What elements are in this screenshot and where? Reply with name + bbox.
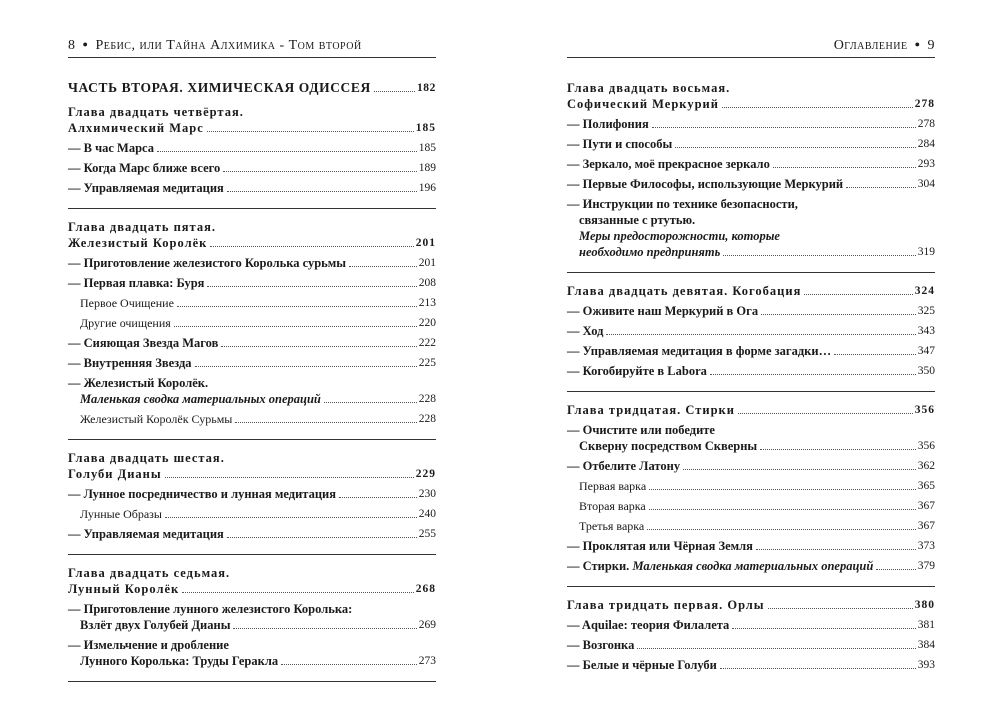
toc-entry-multiline[interactable]: — Инструкции по технике безопасности, связанные с ртутью. Меры предосторожности, которые необходимо предпринять 319 [567,197,935,259]
toc-entry[interactable]: — Сияющая Звезда Магов 222 [68,336,436,350]
toc-entry[interactable]: — В час Марса 185 [68,141,436,155]
right-page [567,34,935,673]
toc-entry-multiline[interactable]: — Измельчение и дробление Лунного Королька: Труды Геракла 273 [68,638,436,668]
toc-subentry[interactable]: Вторая варка 367 [579,499,935,513]
toc-entry[interactable]: — Первая плавка: Буря 208 [68,276,436,290]
toc-subentry[interactable]: Первое Очищение 213 [80,296,436,310]
section-title: Оглавление [833,38,908,53]
divider [567,272,935,273]
toc-entry[interactable]: — Отбелите Латону 362 [567,459,935,473]
toc-subentry[interactable]: Железистый Королёк Сурьмы 228 [80,412,436,426]
chapter-heading: Глава двадцать четвёртая. [68,105,244,119]
chapter-title-row[interactable]: Глава тридцать первая. Орлы 380 [567,598,935,612]
chapter-28 [567,80,935,260]
toc-entry[interactable]: — Белые и чёрные Голуби 393 [567,658,935,672]
toc-entry[interactable]: — Ход 343 [567,324,935,338]
chapter-26 [68,450,436,542]
chapter-29 [567,283,935,379]
divider [68,554,436,555]
chapter-31 [567,597,935,673]
chapter-30 [567,402,935,574]
toc-subentry[interactable]: Первая варка 365 [579,479,935,493]
toc-entry-multiline[interactable]: — Железистый Королёк. Маленькая сводка материальных операций 228 [68,376,436,406]
toc-entry[interactable]: — Внутренняя Звезда 225 [68,356,436,370]
chapter-heading: Глава двадцать восьмая. [567,81,731,95]
toc-entry[interactable]: — Когда Марс ближе всего 189 [68,161,436,175]
chapter-title-row[interactable]: Лунный Королёк 268 [68,582,436,596]
toc-entry[interactable]: — Лунное посредничество и лунная медитация 230 [68,487,436,501]
toc-subentry[interactable]: Третья варка 367 [579,519,935,533]
chapter-24 [68,104,436,196]
toc-entry[interactable]: — Управляемая медитация в форме загадки… 347 [567,344,935,358]
toc-subentry[interactable]: Лунные Образы 240 [80,507,436,521]
toc-entry[interactable]: — Первые Философы, использующие Меркурий 304 [567,177,935,191]
divider [68,439,436,440]
part-heading[interactable]: ЧАСТЬ ВТОРАЯ. ХИМИЧЕСКАЯ ОДИССЕЯ 182 [68,80,436,95]
toc-entry[interactable]: — Управляемая медитация 196 [68,181,436,195]
toc-entry-multiline[interactable]: — Приготовление лунного железистого Королька: Взлёт двух Голубей Дианы 269 [68,602,436,632]
chapter-title-row[interactable]: Голуби Дианы 229 [68,467,436,481]
toc-entry[interactable]: — Стирки. Маленькая сводка материальных операций 379 [567,559,935,573]
toc-subentry[interactable]: Другие очищения 220 [80,316,436,330]
running-head-left: 8 ● Ребис, или Тайна Алхимика - Том второй [68,34,436,58]
page-number: 8 [68,38,76,53]
divider [567,391,935,392]
chapter-heading: Глава двадцать шестая. [68,451,225,465]
chapter-27 [68,565,436,669]
running-head-right: Оглавление ● 9 [567,34,935,58]
chapter-heading: Глава двадцать седьмая. [68,566,231,580]
toc-entry[interactable]: — Полифония 278 [567,117,935,131]
chapter-title-row[interactable]: Софический Меркурий 278 [567,97,935,111]
toc-entry[interactable]: — Оживите наш Меркурий в Ога 325 [567,304,935,318]
toc-entry[interactable]: — Когобируйте в Labora 350 [567,364,935,378]
toc-entry[interactable]: — Пути и способы 284 [567,137,935,151]
chapter-title-row[interactable]: Железистый Королёк 201 [68,236,436,250]
chapter-title-row[interactable]: Алхимический Марс 185 [68,121,436,135]
toc-left [68,80,436,682]
divider [68,208,436,209]
page-number: 9 [927,38,935,53]
toc-right [567,80,935,673]
toc-entry-multiline[interactable]: — Очистите или победите Скверну посредством Скверны 356 [567,423,935,453]
toc-entry[interactable]: — Зеркало, моё прекрасное зеркало 293 [567,157,935,171]
chapter-title-row[interactable]: Глава двадцать девятая. Когобация 324 [567,284,935,298]
left-page [68,34,436,692]
divider [567,586,935,587]
book-title: Ребис, или Тайна Алхимика - Том второй [95,38,362,53]
toc-entry[interactable]: — Управляемая медитация 255 [68,527,436,541]
chapter-title-row[interactable]: Глава тридцатая. Стирки 356 [567,403,935,417]
toc-entry[interactable]: — Aquilae: теория Филалета 381 [567,618,935,632]
toc-entry[interactable]: — Проклятая или Чёрная Земля 373 [567,539,935,553]
chapter-25 [68,219,436,427]
divider [68,681,436,682]
chapter-heading: Глава двадцать пятая. [68,220,216,234]
toc-entry[interactable]: — Приготовление железистого Королька сурьмы 201 [68,256,436,270]
toc-entry[interactable]: — Возгонка 384 [567,638,935,652]
